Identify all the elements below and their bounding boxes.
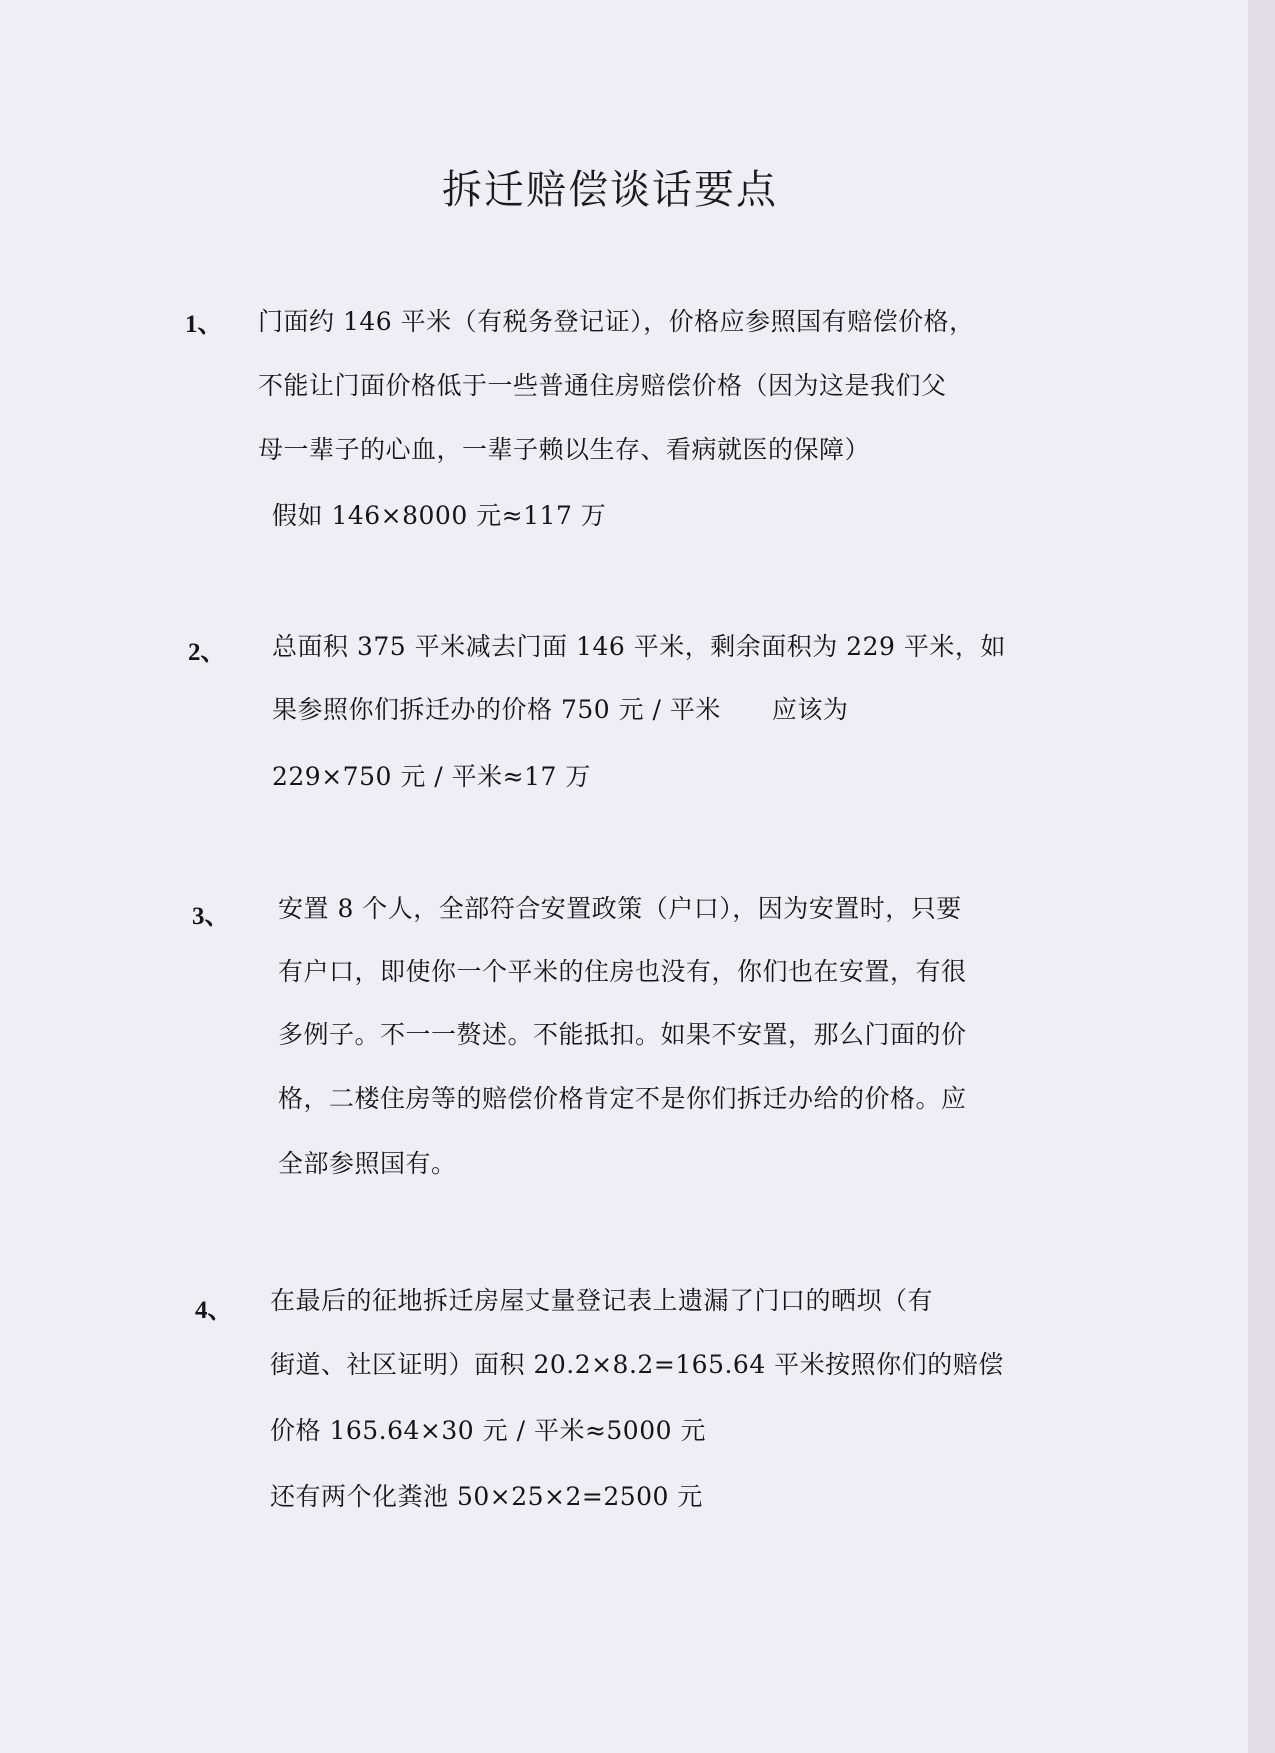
item-number-3: 3、 [192, 903, 230, 930]
scan-edge [1248, 0, 1275, 1753]
item-4-line-3: 价格 165.64×30 元 / 平米≈5000 元 [270, 1416, 706, 1445]
item-number-1: 1、 [185, 311, 223, 338]
item-3-line-3: 多例子。不一一赘述。不能抵扣。如果不安置，那么门面的价 [278, 1020, 967, 1049]
item-4-line-4: 还有两个化粪池 50×25×2=2500 元 [270, 1482, 703, 1511]
item-1-line-3: 母一辈子的心血，一辈子赖以生存、看病就医的保障） [258, 435, 871, 464]
item-number-4: 4、 [195, 1297, 233, 1324]
item-4-line-1: 在最后的征地拆迁房屋丈量登记表上遗漏了门口的晒坝（有 [270, 1286, 934, 1315]
item-1-line-2: 不能让门面价格低于一些普通住房赔偿价格（因为这是我们父 [258, 371, 947, 400]
item-2-line-2: 果参照你们拆迁办的价格 750 元 / 平米 应该为 [272, 695, 849, 724]
item-1-line-4: 假如 146×8000 元≈117 万 [272, 501, 607, 530]
item-2-line-1: 总面积 375 平米减去门面 146 平米，剩余面积为 229 平米，如 [272, 632, 1006, 661]
item-1-line-1: 门面约 146 平米（有税务登记证），价格应参照国有赔偿价格， [258, 307, 975, 336]
item-number-2: 2、 [188, 639, 226, 666]
item-3-line-5: 全部参照国有。 [278, 1149, 457, 1178]
document-title: 拆迁赔偿谈话要点 [442, 167, 778, 213]
item-3-line-1: 安置 8 个人，全部符合安置政策（户口），因为安置时，只要 [278, 894, 962, 923]
item-2-line-3: 229×750 元 / 平米≈17 万 [272, 762, 591, 791]
item-3-line-2: 有户口，即使你一个平米的住房也没有，你们也在安置，有很 [278, 957, 967, 986]
item-3-line-4: 格，二楼住房等的赔偿价格肯定不是你们拆迁办给的价格。应 [278, 1084, 967, 1113]
item-4-line-2: 街道、社区证明）面积 20.2×8.2=165.64 平米按照你们的赔偿 [270, 1350, 1004, 1379]
